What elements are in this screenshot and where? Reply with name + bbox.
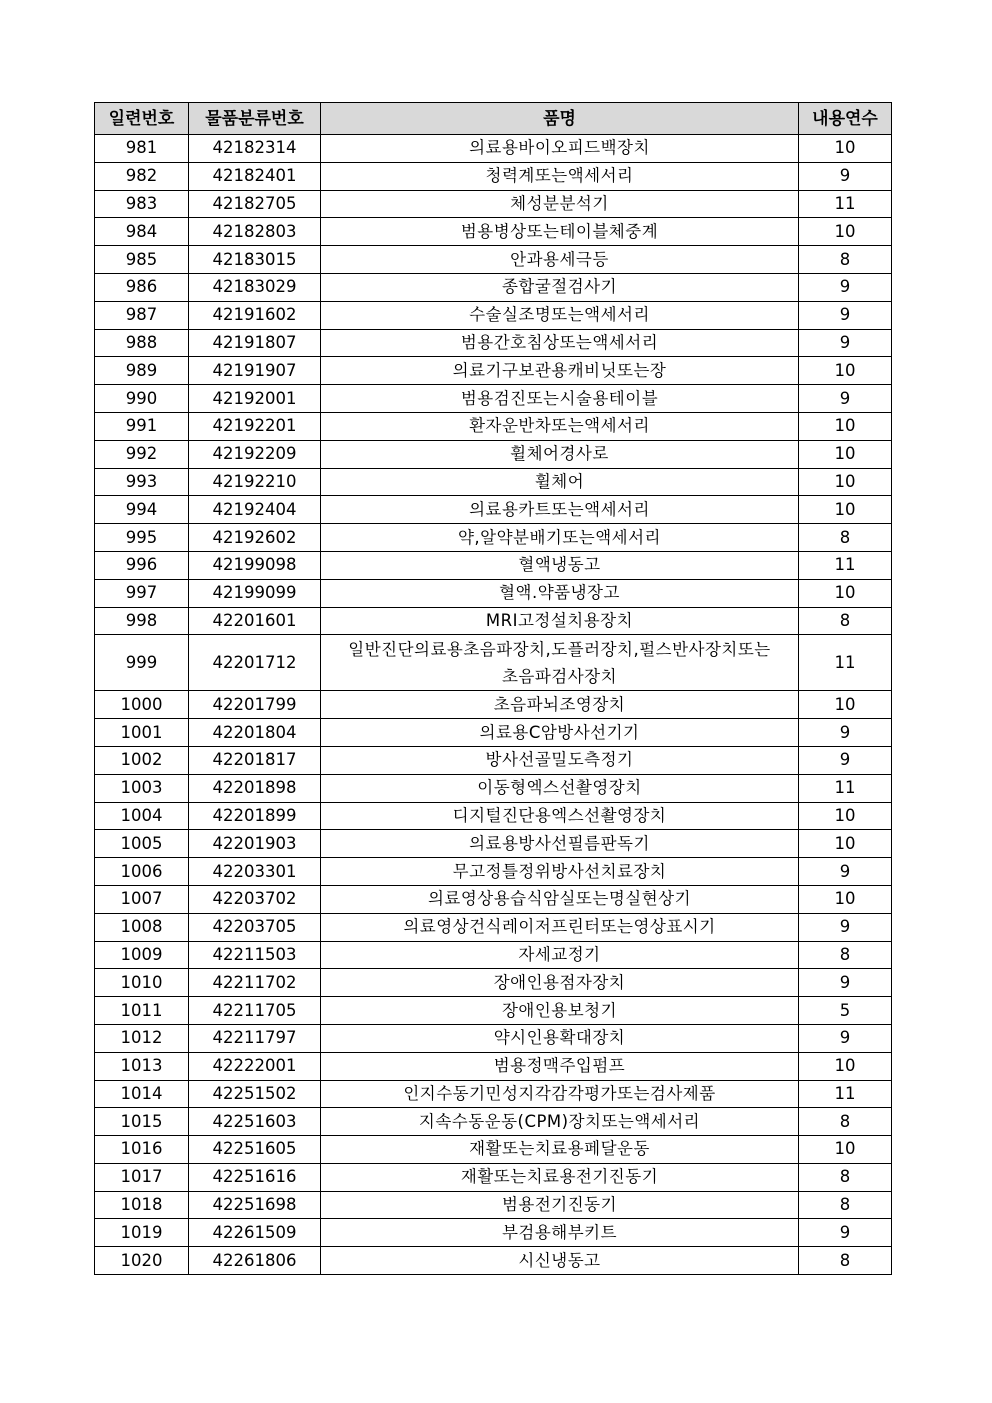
classification-number-cell: 42251698	[189, 1191, 321, 1219]
table-row	[95, 1052, 892, 1080]
classification-number-cell: 42191907	[189, 357, 321, 385]
useful-life-cell: 8	[799, 246, 892, 274]
classification-number-cell: 42201712	[189, 635, 321, 691]
table-row	[95, 1191, 892, 1219]
classification-number-cell: 42201799	[189, 691, 321, 719]
useful-life-cell: 5	[799, 997, 892, 1025]
classification-number-cell: 42191602	[189, 301, 321, 329]
useful-life-cell: 9	[799, 913, 892, 941]
useful-life-cell: 10	[799, 440, 892, 468]
item-name-cell: 휠체어	[321, 468, 799, 496]
table-row	[95, 440, 892, 468]
table-row	[95, 273, 892, 301]
item-name-cell: 의료영상건식레이저프린터또는영상표시기	[321, 913, 799, 941]
serial-number-cell: 999	[95, 635, 189, 691]
serial-number-cell: 995	[95, 524, 189, 552]
useful-life-cell: 8	[799, 1191, 892, 1219]
item-name-cell: 약시인용확대장치	[321, 1024, 799, 1052]
table-row	[95, 691, 892, 719]
table-row	[95, 1247, 892, 1275]
classification-number-cell: 42211705	[189, 997, 321, 1025]
item-name-cell: 부검용해부키트	[321, 1219, 799, 1247]
serial-number-cell: 1002	[95, 746, 189, 774]
serial-number-cell: 988	[95, 329, 189, 357]
item-name-cell: 디지털진단용엑스선촬영장치	[321, 802, 799, 830]
serial-number-cell: 1020	[95, 1247, 189, 1275]
serial-number-cell: 1016	[95, 1136, 189, 1164]
classification-number-cell: 42199099	[189, 579, 321, 607]
table-row	[95, 496, 892, 524]
serial-number-cell: 1009	[95, 941, 189, 969]
useful-life-cell: 11	[799, 190, 892, 218]
item-name-cell: 범용간호침상또는액세서리	[321, 329, 799, 357]
classification-number-cell: 42199098	[189, 551, 321, 579]
classification-number-cell: 42261509	[189, 1219, 321, 1247]
classification-number-cell: 42183029	[189, 273, 321, 301]
classification-number-cell: 42251502	[189, 1080, 321, 1108]
useful-life-cell: 9	[799, 719, 892, 747]
useful-life-cell: 8	[799, 1163, 892, 1191]
useful-life-cell: 8	[799, 941, 892, 969]
serial-number-cell: 1018	[95, 1191, 189, 1219]
serial-number-cell: 1000	[95, 691, 189, 719]
classification-number-cell: 42182803	[189, 218, 321, 246]
serial-number-cell: 1013	[95, 1052, 189, 1080]
useful-life-cell: 10	[799, 1136, 892, 1164]
useful-life-cell: 11	[799, 635, 892, 691]
serial-number-cell: 1015	[95, 1108, 189, 1136]
item-name-cell: 의료용바이오피드백장치	[321, 135, 799, 163]
item-name-cell: 범용병상또는테이블체중계	[321, 218, 799, 246]
classification-number-cell: 42211702	[189, 969, 321, 997]
useful-life-cell: 9	[799, 1024, 892, 1052]
serial-number-cell: 1019	[95, 1219, 189, 1247]
classification-number-cell: 42211797	[189, 1024, 321, 1052]
useful-life-cell: 10	[799, 135, 892, 163]
serial-number-cell: 983	[95, 190, 189, 218]
table-row	[95, 1024, 892, 1052]
item-name-cell: 지속수동운동(CPM)장치또는액세서리	[321, 1108, 799, 1136]
classification-number-cell: 42203705	[189, 913, 321, 941]
item-name-cell	[321, 635, 799, 691]
table-row	[95, 1080, 892, 1108]
table-row	[95, 329, 892, 357]
item-name-cell: 약,알약분배기또는액세서리	[321, 524, 799, 552]
item-name-cell: 장애인용점자장치	[321, 969, 799, 997]
useful-life-cell: 10	[799, 830, 892, 858]
item-name-cell: 재활또는치료용전기진동기	[321, 1163, 799, 1191]
useful-life-cell: 9	[799, 969, 892, 997]
table-row	[95, 913, 892, 941]
table-row	[95, 997, 892, 1025]
serial-number-cell: 985	[95, 246, 189, 274]
item-name-cell: 의료기구보관용캐비닛또는장	[321, 357, 799, 385]
serial-number-cell: 1005	[95, 830, 189, 858]
serial-number-cell: 997	[95, 579, 189, 607]
useful-life-cell: 11	[799, 774, 892, 802]
table-row	[95, 135, 892, 163]
classification-number-cell: 42261806	[189, 1247, 321, 1275]
table-row	[95, 551, 892, 579]
item-name-cell: 혈액.약품냉장고	[321, 579, 799, 607]
serial-number-cell: 1011	[95, 997, 189, 1025]
useful-life-cell: 9	[799, 858, 892, 886]
table-row	[95, 746, 892, 774]
classification-number-cell: 42182401	[189, 162, 321, 190]
serial-number-cell: 994	[95, 496, 189, 524]
table-row	[95, 162, 892, 190]
item-name-cell: 수술실조명또는액세서리	[321, 301, 799, 329]
item-name-cell: 인지수동기민성지각감각평가또는검사제품	[321, 1080, 799, 1108]
header-row	[95, 103, 892, 135]
classification-number-cell: 42222001	[189, 1052, 321, 1080]
serial-number-cell: 986	[95, 273, 189, 301]
serial-number-cell: 982	[95, 162, 189, 190]
table-row	[95, 579, 892, 607]
header-item-name: 품명	[321, 103, 799, 135]
classification-number-cell: 42192602	[189, 524, 321, 552]
item-name-cell: 방사선골밀도측정기	[321, 746, 799, 774]
useful-life-cell: 9	[799, 329, 892, 357]
useful-life-cell: 10	[799, 412, 892, 440]
useful-life-cell: 10	[799, 579, 892, 607]
useful-life-cell: 11	[799, 1080, 892, 1108]
item-name-cell: 의료용방사선필름판독기	[321, 830, 799, 858]
item-name-cell: 장애인용보청기	[321, 997, 799, 1025]
item-name-cell: 의료영상용습식암실또는명실현상기	[321, 885, 799, 913]
classification-number-cell: 42201601	[189, 607, 321, 635]
table-row	[95, 885, 892, 913]
serial-number-cell: 992	[95, 440, 189, 468]
table-row	[95, 246, 892, 274]
item-name-cell: 자세교정기	[321, 941, 799, 969]
classification-number-cell: 42201898	[189, 774, 321, 802]
classification-number-cell: 42192209	[189, 440, 321, 468]
serial-number-cell: 991	[95, 412, 189, 440]
useful-life-cell: 9	[799, 301, 892, 329]
useful-life-cell: 8	[799, 1247, 892, 1275]
serial-number-cell: 1012	[95, 1024, 189, 1052]
table-row	[95, 190, 892, 218]
useful-life-cell: 9	[799, 746, 892, 774]
serial-number-cell: 1006	[95, 858, 189, 886]
table-row	[95, 1163, 892, 1191]
useful-life-cell: 10	[799, 885, 892, 913]
classification-number-cell: 42201804	[189, 719, 321, 747]
useful-life-cell: 10	[799, 496, 892, 524]
classification-number-cell: 42192201	[189, 412, 321, 440]
table-row	[95, 218, 892, 246]
serial-number-cell: 981	[95, 135, 189, 163]
item-name-cell: 의료용카트또는액세서리	[321, 496, 799, 524]
item-name-cell: 무고정틀정위방사선치료장치	[321, 858, 799, 886]
serial-number-cell: 1003	[95, 774, 189, 802]
item-name-cell: 휠체어경사로	[321, 440, 799, 468]
table-row	[95, 1108, 892, 1136]
item-name-cell: 체성분분석기	[321, 190, 799, 218]
serial-number-cell: 993	[95, 468, 189, 496]
item-name-cell: 이동형엑스선촬영장치	[321, 774, 799, 802]
table-row	[95, 524, 892, 552]
table-row	[95, 1219, 892, 1247]
table-row	[95, 468, 892, 496]
useful-life-cell: 9	[799, 385, 892, 413]
useful-life-cell: 9	[799, 162, 892, 190]
serial-number-cell: 1001	[95, 719, 189, 747]
classification-number-cell: 42183015	[189, 246, 321, 274]
item-name-line: 초음파검사장치	[501, 666, 618, 686]
classification-number-cell: 42192404	[189, 496, 321, 524]
serial-number-cell: 990	[95, 385, 189, 413]
header-useful-life: 내용연수	[799, 103, 892, 135]
useful-life-cell: 10	[799, 468, 892, 496]
table-row	[95, 830, 892, 858]
item-name-cell: 시신냉동고	[321, 1247, 799, 1275]
item-name-cell: 혈액냉동고	[321, 551, 799, 579]
classification-number-cell: 42251603	[189, 1108, 321, 1136]
serial-number-cell: 1007	[95, 885, 189, 913]
serial-number-cell: 1014	[95, 1080, 189, 1108]
serial-number-cell: 1004	[95, 802, 189, 830]
classification-number-cell: 42192001	[189, 385, 321, 413]
serial-number-cell: 996	[95, 551, 189, 579]
header-serial-number: 일련번호	[95, 103, 189, 135]
table-row	[95, 607, 892, 635]
classification-number-cell: 42211503	[189, 941, 321, 969]
useful-life-cell: 10	[799, 691, 892, 719]
item-name-cell: 범용검진또는시술용테이블	[321, 385, 799, 413]
serial-number-cell: 987	[95, 301, 189, 329]
classification-number-cell: 42203301	[189, 858, 321, 886]
items-table	[94, 102, 892, 1275]
classification-number-cell: 42201903	[189, 830, 321, 858]
classification-number-cell: 42182705	[189, 190, 321, 218]
classification-number-cell: 42192210	[189, 468, 321, 496]
classification-number-cell: 42203702	[189, 885, 321, 913]
serial-number-cell: 984	[95, 218, 189, 246]
useful-life-cell: 10	[799, 357, 892, 385]
item-name-cell: 재활또는치료용페달운동	[321, 1136, 799, 1164]
serial-number-cell: 989	[95, 357, 189, 385]
item-name-cell: 의료용C암방사선기기	[321, 719, 799, 747]
useful-life-cell: 8	[799, 524, 892, 552]
header-classification-number: 물품분류번호	[189, 103, 321, 135]
serial-number-cell: 1010	[95, 969, 189, 997]
table-row	[95, 357, 892, 385]
item-name-cell: 청력계또는액세서리	[321, 162, 799, 190]
classification-number-cell: 42191807	[189, 329, 321, 357]
serial-number-cell: 1017	[95, 1163, 189, 1191]
useful-life-cell: 8	[799, 1108, 892, 1136]
useful-life-cell: 9	[799, 1219, 892, 1247]
item-name-cell: 환자운반차또는액세서리	[321, 412, 799, 440]
item-name-cell: 범용정맥주입펌프	[321, 1052, 799, 1080]
item-name-cell: 종합굴절검사기	[321, 273, 799, 301]
classification-number-cell: 42251605	[189, 1136, 321, 1164]
table-row	[95, 385, 892, 413]
table-row	[95, 301, 892, 329]
table-row	[95, 802, 892, 830]
table-row	[95, 719, 892, 747]
classification-number-cell: 42251616	[189, 1163, 321, 1191]
item-name-cell: MRI고정설치용장치	[321, 607, 799, 635]
serial-number-cell: 998	[95, 607, 189, 635]
useful-life-cell: 9	[799, 273, 892, 301]
table-row	[95, 412, 892, 440]
useful-life-cell: 10	[799, 218, 892, 246]
useful-life-cell: 10	[799, 802, 892, 830]
item-name-line: 일반진단의료용초음파장치,도플러장치,펄스반사장치또는	[348, 639, 771, 659]
useful-life-cell: 11	[799, 551, 892, 579]
useful-life-cell: 10	[799, 1052, 892, 1080]
table-row	[95, 774, 892, 802]
table-row	[95, 635, 892, 691]
table-row	[95, 941, 892, 969]
serial-number-cell: 1008	[95, 913, 189, 941]
table-row	[95, 858, 892, 886]
table-row	[95, 1136, 892, 1164]
classification-number-cell: 42201817	[189, 746, 321, 774]
useful-life-cell: 8	[799, 607, 892, 635]
classification-number-cell: 42201899	[189, 802, 321, 830]
classification-number-cell: 42182314	[189, 135, 321, 163]
item-name-cell: 초음파뇌조영장치	[321, 691, 799, 719]
table-row	[95, 969, 892, 997]
item-name-cell: 범용전기진동기	[321, 1191, 799, 1219]
item-name-cell: 안과용세극등	[321, 246, 799, 274]
